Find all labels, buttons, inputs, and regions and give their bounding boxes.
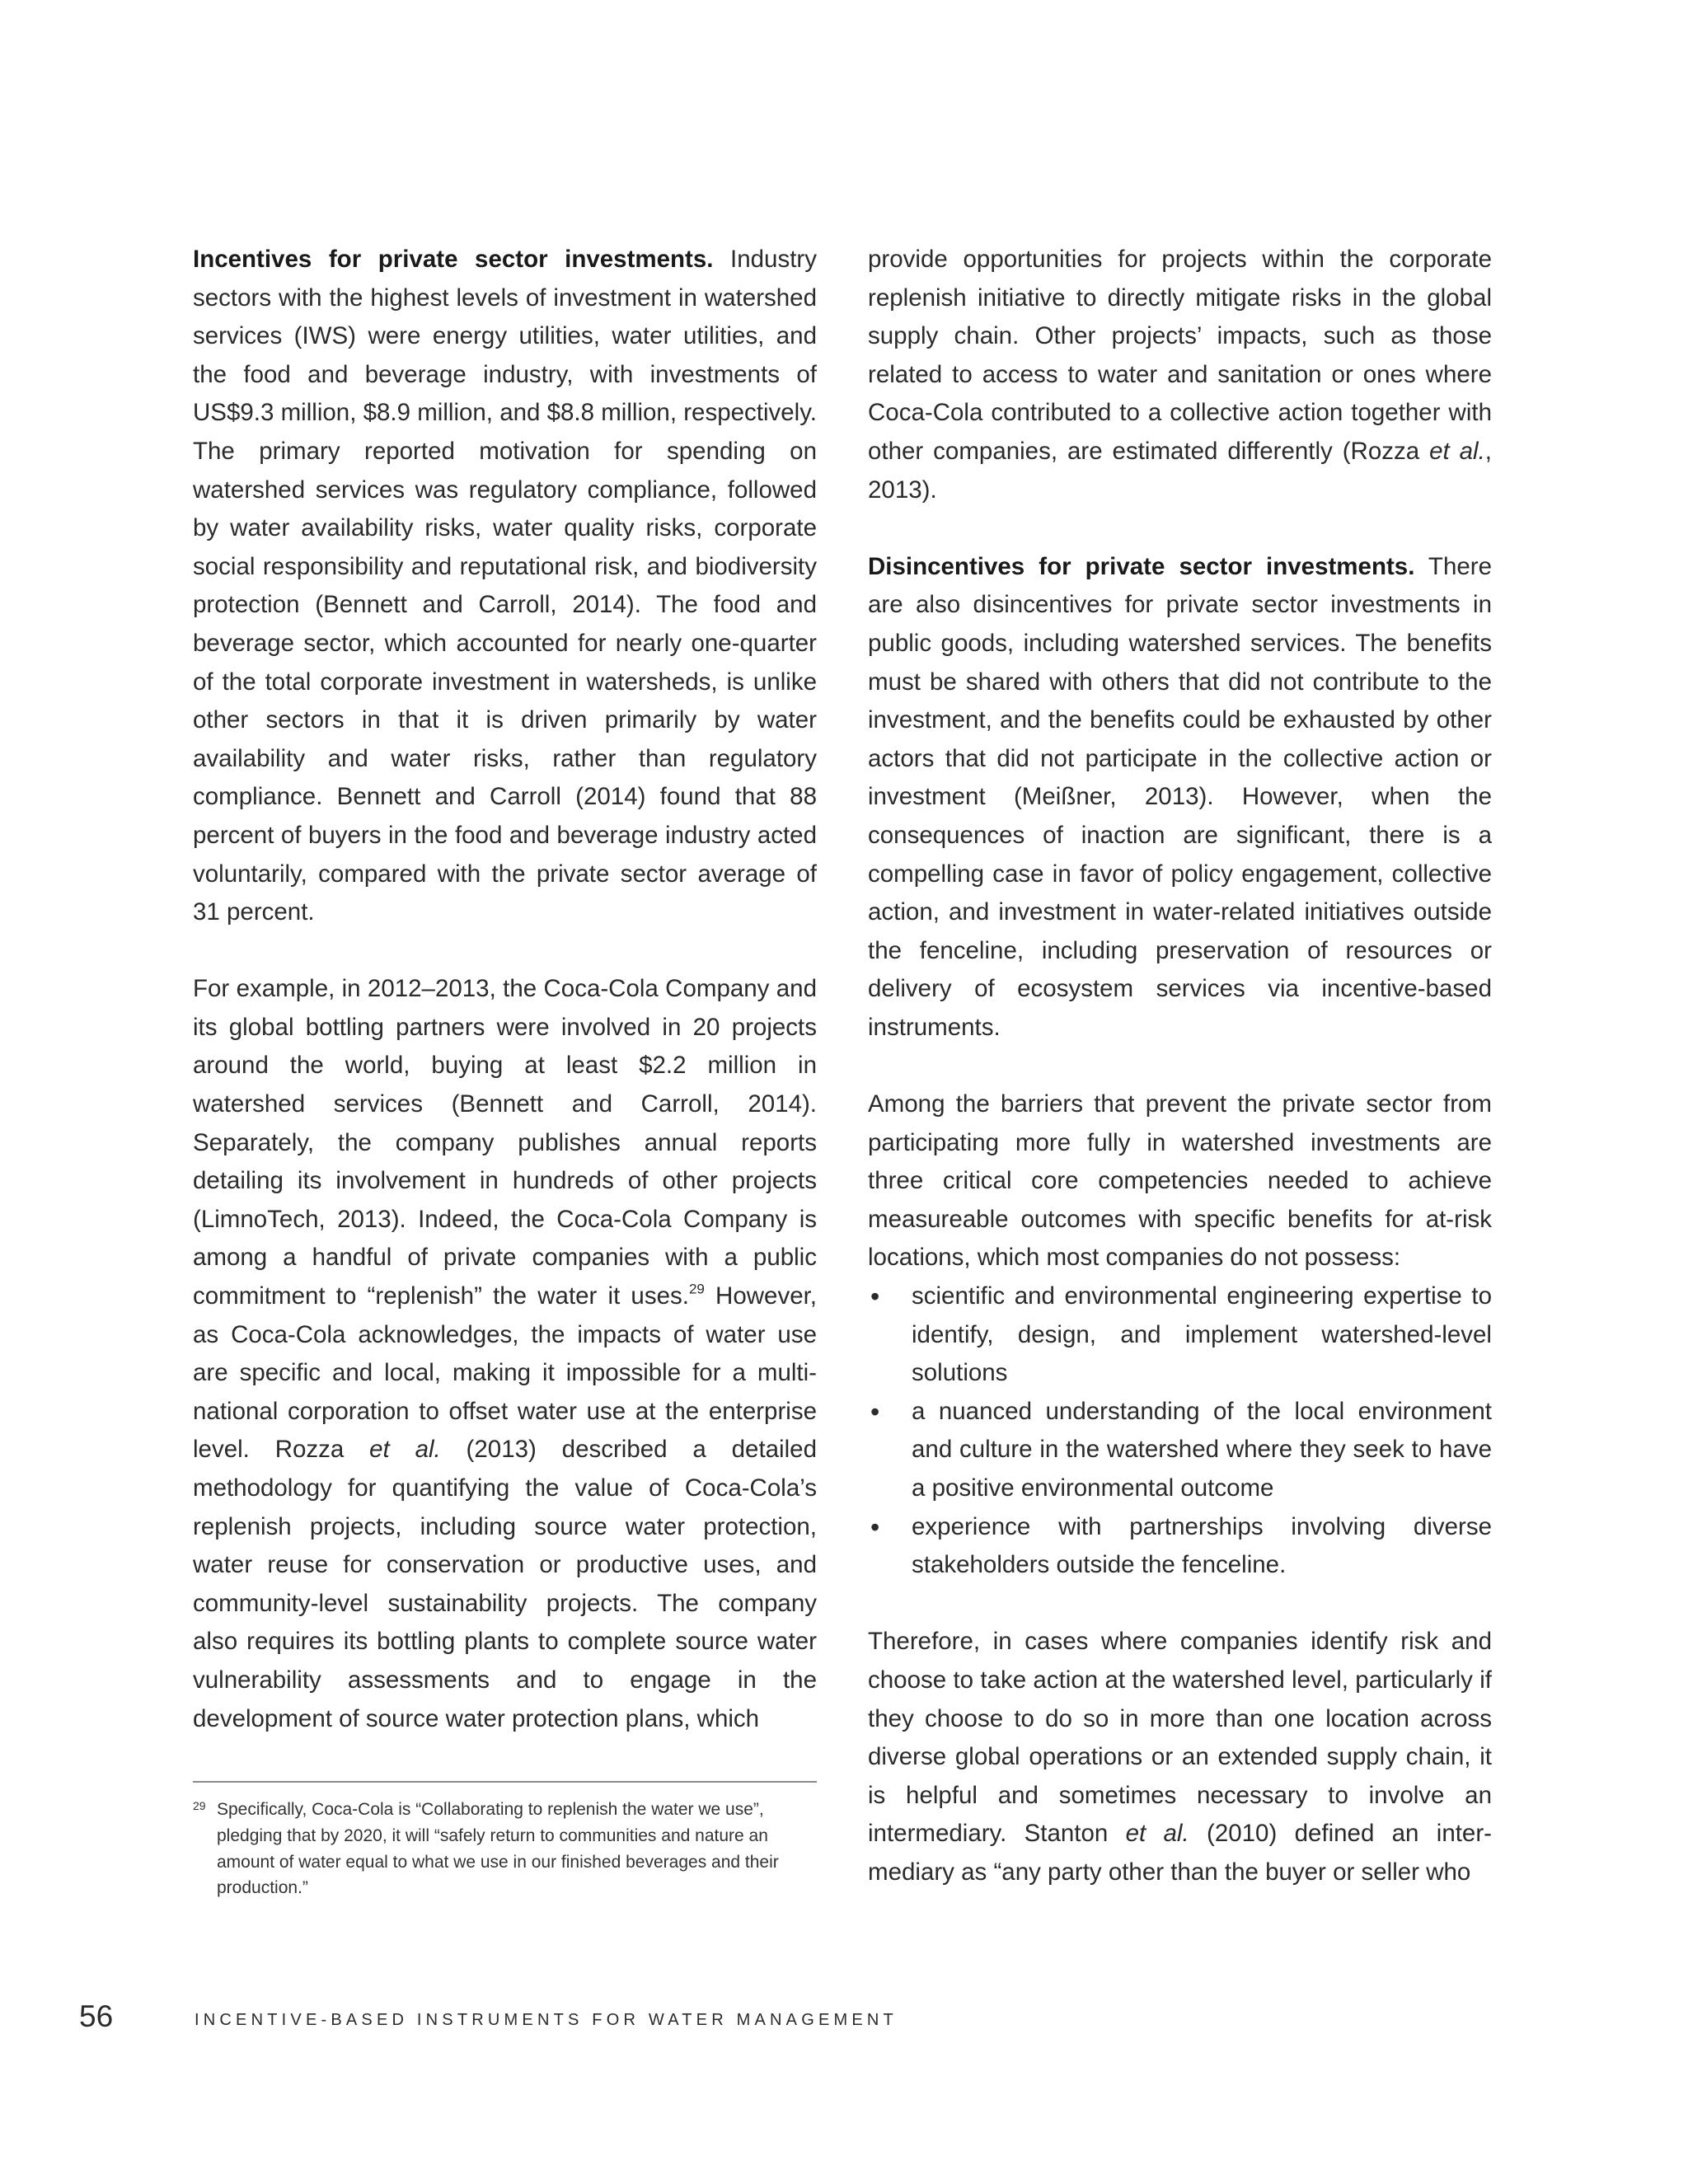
list-item: • experience with partnerships involving diverse stakeholders outside the fenceline. (868, 1508, 1492, 1585)
list-item: • scientific and environmental engineering expertise to identify, design, and implement watershed-level solutions (868, 1277, 1492, 1393)
paragraph-text: (2010) defined an intermediary as “any party other than the buyer or seller who (868, 1820, 1492, 1886)
running-title: INCENTIVE-BASED INSTRUMENTS FOR WATER MANAGEMENT (195, 2011, 898, 2029)
list-item: • a nuanced understanding of the local environment and culture in the watershed where they seek to have a positive environmental outcome (868, 1393, 1492, 1508)
paragraph-intermediary (868, 1623, 1492, 1891)
paragraph-continuation (868, 241, 1492, 509)
footnote-divider (193, 1781, 817, 1783)
paragraph-text: provide opportunities for projects within the corporate replenish initiative to directly mitigate risks in the global supply chain. Other projects’ impacts, such as those related to access to water and sanitation or ones where Coca-Cola contributed to a collective action together with other companies, are estimated differently (Rozza (868, 246, 1492, 465)
paragraph-text: , 2013). (868, 437, 1492, 504)
section-heading-incentives: Incentives for private sector investments. (193, 246, 714, 273)
section-heading-disincentives: Disincentives for private sector investments. (868, 552, 1415, 580)
footnote-text: Specifically, Coca-Cola is “Collaborating to replenish the water we use”, pledging that by 2020, it will “safely return to communities and nature an amount of water equal to what we use in our finished beverages and their production.” (217, 1800, 779, 1898)
page-number: 56 (79, 1999, 114, 2033)
italic-text: et al. (369, 1436, 441, 1464)
paragraph-barriers: Among the barriers that prevent the private sector from participating more fully in watershed investments are three critical core competencies needed to achieve measureable outcomes with specific benefits for at-risk locations, which most companies do not possess: (868, 1090, 1492, 1272)
paragraph-text: Industry sectors with the highest levels of investment in watershed services (IWS) were energy utilities, water utilities, and the food and beverage industry, with investments of US$9.3 million, $8.9 million, and $8.8 million, respectively. The primary reported motivation for spending on watershed services was regulatory compliance, followed by water availability risks, water quality risks, corporate social responsibility and reputational risk, and biodiversity protection (Bennett and Carroll, 2014). The food and beverage sector, which accounted for nearly one-quarter of the total corporate investment in watersheds, is unlike other sectors in that it is driven primarily by water availability and water risks, rather than regulatory compliance. Bennett and Carroll (2014) found that 88 percent of buyers in the food and beverage industry acted voluntarily, compared with the private sector average of 31 percent. (193, 246, 817, 926)
paragraph-text: However, as Coca-Cola acknowledges, the impacts of water use are specific and local, making it impossible for a multinational corporation to offset water use at the enterprise level. Rozza (193, 1282, 818, 1464)
paragraph-incentives (193, 241, 817, 932)
footnote-number: 29 (193, 1799, 206, 1812)
paragraph-text: (2013) described a detailed methodology for quantifying the value of Coca-Cola’s replenish projects, including source water protection, water reuse for conservation or productive uses, and community-level sustainability projects. The company also requires its bottling plants to complete source water vulnerability assessments and to engage in the development of source water protection plans, which (193, 1436, 817, 1732)
paragraph-coca-cola-example (193, 970, 817, 1738)
footnote (193, 1797, 817, 1901)
paragraph-disincentives (868, 548, 1492, 1047)
competencies-list (868, 1277, 1492, 1585)
left-column (193, 241, 817, 1738)
italic-text: et al. (1429, 437, 1485, 465)
paragraph-text: Therefore, in cases where companies identify risk and choose to take action at the watershed level, particularly if they choose to do so in more than one location across diverse global operations or an extended supply chain, it is helpful and sometimes necessary to involve an intermediary. Stanton (868, 1628, 1492, 1848)
paragraph-text: For example, in 2012–2013, the Coca-Cola Company and its global bottling partners were involved in 20 projects around the world, buying at least $2.2 million in watershed services (Bennett and Carroll, 2014). Separately, the company publishes annual reports detailing its involvement in hundreds of other projects (LimnoTech, 2013). Indeed, the Coca-Cola Company is among a handful of private companies with a public commitment to “replenish” the water it uses. (193, 975, 817, 1310)
right-column (868, 241, 1492, 1892)
italic-text: et al. (1125, 1820, 1189, 1848)
paragraph-text: There are also disincentives for private sector investments in public goods, including watershed services. The benefits must be shared with others that did not contribute to the investment, and the benefits could be exhausted by other actors that did not participate in the collective action or investment (Meißner, 2013). However, when the consequences of inaction are significant, there is a compelling case in favor of policy engagement, collective action, and investment in water-related initiatives outside the fenceline, including preservation of resources or delivery of ecosystem services via incentive-based instruments. (868, 552, 1492, 1041)
footnote-reference[interactable]: 29 (688, 1281, 705, 1297)
